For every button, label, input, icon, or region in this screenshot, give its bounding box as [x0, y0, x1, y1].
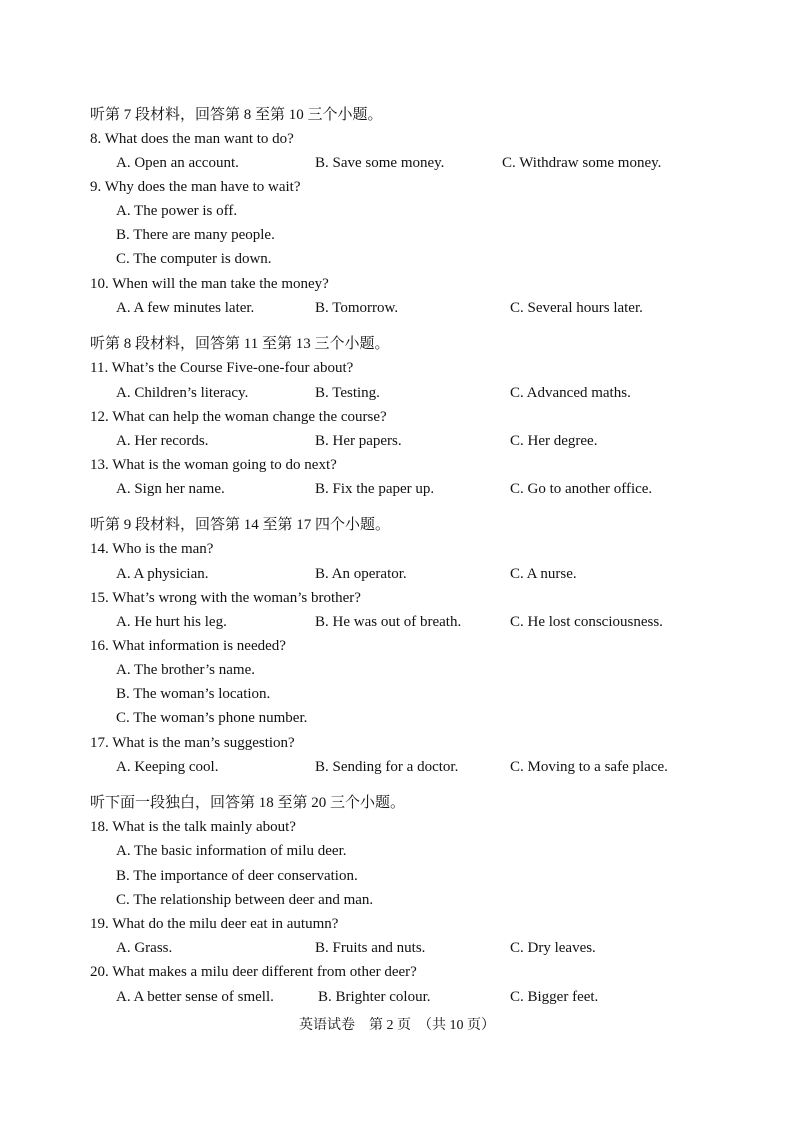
question-stem: 15. What’s wrong with the woman’s brother?: [90, 590, 361, 606]
question-stem: 9. Why does the man have to wait?: [90, 179, 301, 195]
option-a: A. Children’s literacy.: [116, 385, 249, 401]
option-b: B. The woman’s location.: [116, 686, 271, 702]
option-b: B. Testing.: [315, 385, 380, 401]
section-heading: 听第 8 段材料，回答第 11 至第 13 三个小题。: [90, 336, 390, 352]
question-stem: 11. What’s the Course Five-one-four about?: [90, 360, 354, 376]
page-footer: 英语试卷 第 2 页 （共 10 页）: [299, 1018, 495, 1033]
option-c: C. Her degree.: [510, 433, 598, 449]
option-a: A. The basic information of milu deer.: [116, 843, 347, 859]
section-heading: 听下面一段独白，回答第 18 至第 20 三个小题。: [90, 795, 406, 811]
question-stem: 8. What does the man want to do?: [90, 131, 294, 147]
question-stem: 10. When will the man take the money?: [90, 276, 329, 292]
option-b: B. Fix the paper up.: [315, 481, 435, 497]
option-b: B. Tomorrow.: [315, 300, 399, 316]
option-c: C. Advanced maths.: [510, 385, 631, 401]
option-a: A. Grass.: [116, 940, 173, 956]
option-a: A. Her records.: [116, 433, 209, 449]
option-a: A. A few minutes later.: [116, 300, 255, 316]
option-c: C. Several hours later.: [510, 300, 643, 316]
option-c: C. Bigger feet.: [510, 989, 599, 1005]
option-b: B. Sending for a doctor.: [315, 759, 459, 775]
option-c: C. The relationship between deer and man.: [116, 892, 374, 908]
option-c: C. A nurse.: [510, 566, 577, 582]
option-a: A. A better sense of smell.: [116, 989, 274, 1005]
section-heading: 听第 7 段材料，回答第 8 至第 10 三个小题。: [90, 107, 383, 123]
option-b: B. An operator.: [315, 566, 407, 582]
option-a: A. Keeping cool.: [116, 759, 219, 775]
option-b: B. The importance of deer conservation.: [116, 868, 358, 884]
question-stem: 14. Who is the man?: [90, 541, 214, 557]
question-stem: 18. What is the talk mainly about?: [90, 819, 296, 835]
option-a: A. A physician.: [116, 566, 209, 582]
question-stem: 20. What makes a milu deer different from other deer?: [90, 964, 417, 980]
question-stem: 19. What do the milu deer eat in autumn?: [90, 916, 339, 932]
option-c: C. Withdraw some money.: [502, 155, 662, 171]
option-b: B. Save some money.: [315, 155, 445, 171]
option-b: B. Her papers.: [315, 433, 402, 449]
option-a: A. The brother’s name.: [116, 662, 255, 678]
option-b: B. Brighter colour.: [318, 989, 431, 1005]
question-stem: 16. What information is needed?: [90, 638, 286, 654]
question-stem: 12. What can help the woman change the course?: [90, 409, 387, 425]
question-stem: 17. What is the man’s suggestion?: [90, 735, 295, 751]
option-a: A. Sign her name.: [116, 481, 225, 497]
option-c: C. The computer is down.: [116, 251, 272, 267]
question-stem: 13. What is the woman going to do next?: [90, 457, 337, 473]
option-b: B. There are many people.: [116, 227, 275, 243]
section-heading: 听第 9 段材料，回答第 14 至第 17 四个小题。: [90, 517, 391, 533]
option-c: C. He lost consciousness.: [510, 614, 663, 630]
option-b: B. He was out of breath.: [315, 614, 462, 630]
option-a: A. He hurt his leg.: [116, 614, 227, 630]
option-b: B. Fruits and nuts.: [315, 940, 426, 956]
option-c: C. Moving to a safe place.: [510, 759, 668, 775]
option-c: C. The woman’s phone number.: [116, 710, 308, 726]
option-c: C. Dry leaves.: [510, 940, 596, 956]
option-c: C. Go to another office.: [510, 481, 653, 497]
option-a: A. Open an account.: [116, 155, 239, 171]
option-a: A. The power is off.: [116, 203, 238, 219]
